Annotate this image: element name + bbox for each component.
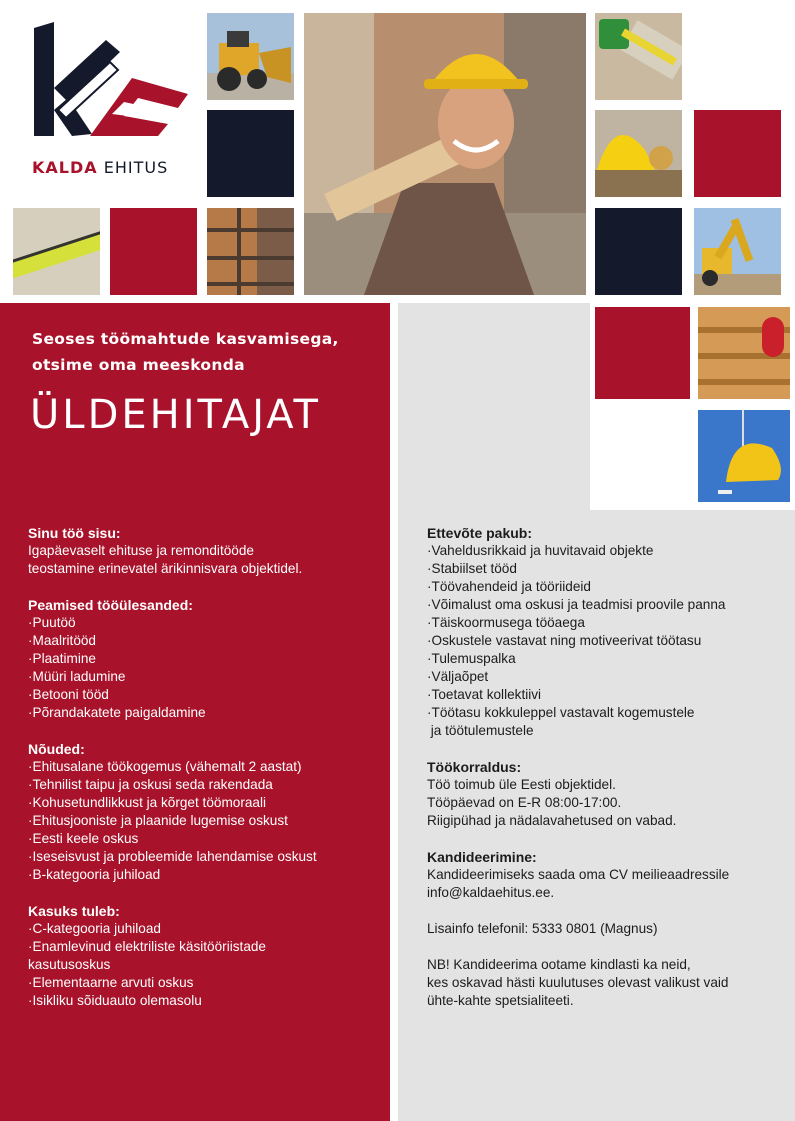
- list-item: ·Puutöö: [28, 615, 76, 630]
- list-item: ·Isikliku sõiduauto olemasolu: [28, 993, 202, 1008]
- offer-list: [427, 542, 787, 740]
- work-heading: Sinu töö sisu:: [28, 525, 121, 541]
- left-column: [28, 524, 378, 1028]
- list-item: ·B-kategooria juhiload: [28, 867, 161, 882]
- job-title: ÜLDEHITAJAT: [30, 392, 321, 438]
- navy-tile: [207, 110, 294, 197]
- list-item: ·Kohusetundlikkust ja kõrget töömoraali: [28, 795, 267, 810]
- requirements-section: [28, 740, 378, 884]
- list-item: kasutusoskus: [28, 957, 111, 972]
- navy-tile: [595, 208, 682, 295]
- requirements-list: [28, 758, 378, 884]
- brand-name-part1: KALDA: [32, 158, 98, 177]
- tasks-list: [28, 614, 378, 722]
- brand-name-part2: EHITUS: [103, 158, 169, 177]
- list-item: ·Vaheldusrikkaid ja huvitavaid objekte: [427, 543, 654, 558]
- list-item: ·Töötasu kokkuleppel vastavalt kogemustele: [427, 705, 695, 720]
- bulldozer-photo: [207, 13, 294, 100]
- tasks-heading: Peamised tööülesanded:: [28, 597, 193, 613]
- work-text-line-2: teostamine erinevatel ärikinnisvara objektidel.: [28, 561, 303, 576]
- list-item: ja töötulemustele: [427, 723, 534, 738]
- offer-section: [427, 524, 787, 740]
- schedule-heading: Töökorraldus:: [427, 759, 522, 775]
- intro-line-1: Seoses töömahtude kasvamisega,: [32, 330, 339, 348]
- list-item: ·Ehitusalane töökogemus (vähemalt 2 aastat): [28, 759, 302, 774]
- nb-line: ühte-kahte spetsialiteeti.: [427, 993, 574, 1008]
- schedule-line: Töö toimub üle Eesti objektidel.: [427, 777, 616, 792]
- bonus-section: [28, 902, 378, 1010]
- list-item: ·Eesti keele oskus: [28, 831, 139, 846]
- list-item: ·C-kategooria juhiload: [28, 921, 161, 936]
- list-item: ·Enamlevinud elektriliste käsitööriistade: [28, 939, 266, 954]
- offer-heading: Ettevõte pakub:: [427, 525, 533, 541]
- list-item: ·Stabiilset tööd: [427, 561, 517, 576]
- list-item: ·Tulemuspalka: [427, 651, 516, 666]
- nb-line: NB! Kandideerima ootame kindlasti ka neid,: [427, 957, 691, 972]
- phone-info: Lisainfo telefonil: 5333 0801 (Magnus): [427, 921, 658, 936]
- wooden-wall-photo: [698, 307, 790, 399]
- intro-line-2: otsime oma meeskonda: [32, 356, 245, 374]
- bonus-list: [28, 920, 378, 1010]
- excavator-photo: [694, 208, 781, 295]
- phone-section: [427, 920, 787, 938]
- list-item: ·Väljaõpet: [427, 669, 489, 684]
- helmet-photo: [595, 110, 682, 197]
- red-tile: [595, 307, 690, 399]
- list-item: ·Iseseisvust ja probleemide lahendamise oskust: [28, 849, 317, 864]
- tape-measure-photo: [595, 13, 682, 100]
- list-item: ·Ehitusjooniste ja plaanide lugemise oskust: [28, 813, 288, 828]
- red-tile: [110, 208, 197, 295]
- list-item: ·Oskustele vastavat ning motiveerivat töötasu: [427, 633, 702, 648]
- nb-line: kes oskavad hästi kuulutuses olevast valikust vaid: [427, 975, 729, 990]
- list-item: ·Töövahendeid ja tööriideid: [427, 579, 591, 594]
- intro-text: [32, 326, 382, 378]
- schedule-line: Riigipühad ja nädalavahetused on vabad.: [427, 813, 677, 828]
- worker-photo: [304, 13, 586, 295]
- email-link[interactable]: info@kaldaehitus.ee.: [427, 885, 555, 900]
- list-item: ·Tehnilist taipu ja oskusi seda rakendada: [28, 777, 273, 792]
- apply-text: Kandideerimiseks saada oma CV meilieaadressile: [427, 867, 730, 882]
- list-item: ·Elementaarne arvuti oskus: [28, 975, 194, 990]
- apply-heading: Kandideerimine:: [427, 849, 537, 865]
- building-photo: [207, 208, 294, 295]
- schedule-line: Tööpäevad on E-R 08:00-17:00.: [427, 795, 622, 810]
- list-item: ·Täiskoormusega tööaega: [427, 615, 585, 630]
- list-item: ·Põrandakatete paigaldamine: [28, 705, 206, 720]
- work-section: [28, 524, 378, 578]
- right-column: [427, 524, 787, 1028]
- apply-section: [427, 848, 787, 902]
- hanging-helmet-photo: [698, 410, 790, 502]
- bonus-heading: Kasuks tuleb:: [28, 903, 120, 919]
- list-item: ·Toetavat kollektiivi: [427, 687, 542, 702]
- nb-section: [427, 956, 787, 1010]
- requirements-heading: Nõuded:: [28, 741, 85, 757]
- red-tile: [694, 110, 781, 197]
- list-item: ·Plaatimine: [28, 651, 96, 666]
- list-item: ·Müüri ladumine: [28, 669, 126, 684]
- list-item: ·Võimalust oma oskusi ja teadmisi proovile panna: [427, 597, 726, 612]
- work-text-line-1: Igapäevaselt ehituse ja remonditööde: [28, 543, 254, 558]
- tasks-section: [28, 596, 378, 722]
- list-item: ·Maalritööd: [28, 633, 96, 648]
- list-item: ·Betooni tööd: [28, 687, 109, 702]
- ruler-photo: [13, 208, 100, 295]
- brand-name: [32, 158, 168, 177]
- schedule-section: [427, 758, 787, 830]
